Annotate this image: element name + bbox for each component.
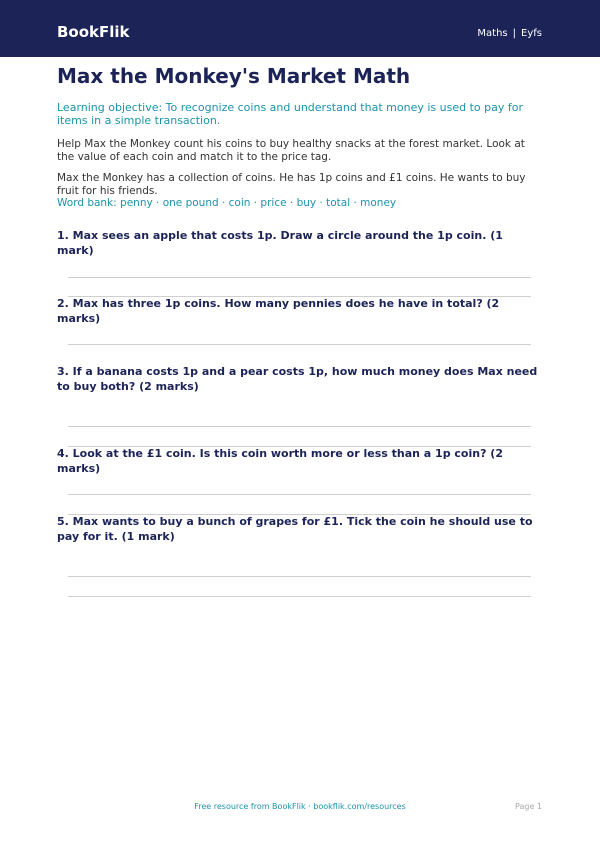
intro-paragraph: Help Max the Monkey count his coins to buy healthy snacks at the forest market. Look at the value of each coin and match it to the price tag. bbox=[57, 138, 525, 163]
header-bar bbox=[0, 0, 600, 57]
question-3: 3. If a banana costs 1p and a pear costs 1p, how much money does Max need to buy both? (2 marks) bbox=[57, 365, 538, 393]
question-1: 1. Max sees an apple that costs 1p. Draw a circle around the 1p coin. (1 mark) bbox=[57, 229, 503, 257]
context-paragraph: Max the Monkey has a collection of coins. He has 1p coins and £1 coins. He wants to buy fruit for his friends. bbox=[57, 172, 526, 197]
footer-link[interactable]: Free resource from BookFlik · bookflik.com/resources bbox=[194, 802, 406, 811]
answer-line[interactable] bbox=[68, 344, 531, 345]
question-2: 2. Max has three 1p coins. How many pennies does he have in total? (2 marks) bbox=[57, 297, 500, 325]
answer-line[interactable] bbox=[68, 596, 531, 597]
page-number: Page 1 bbox=[515, 802, 542, 811]
word-bank: Word bank: penny · one pound · coin · price · buy · total · money bbox=[57, 197, 397, 209]
brand-logo[interactable]: BookFlik bbox=[57, 23, 130, 41]
breadcrumb bbox=[477, 28, 542, 40]
breadcrumb-separator: | bbox=[512, 28, 517, 39]
answer-line[interactable] bbox=[68, 277, 531, 278]
question-4: 4. Look at the £1 coin. Is this coin worth more or less than a 1p coin? (2 marks) bbox=[57, 447, 503, 475]
answer-line[interactable] bbox=[68, 426, 531, 427]
answer-line[interactable] bbox=[68, 494, 531, 495]
page-title: Max the Monkey's Market Math bbox=[57, 64, 411, 88]
breadcrumb-subject[interactable]: Maths bbox=[477, 28, 508, 39]
learning-objective: Learning objective: To recognize coins and understand that money is used to pay for items in a simple transaction. bbox=[57, 101, 523, 127]
breadcrumb-level[interactable]: Eyfs bbox=[521, 28, 542, 39]
answer-line[interactable] bbox=[68, 576, 531, 577]
question-5: 5. Max wants to buy a bunch of grapes for £1. Tick the coin he should use to pay for it. (1 mark) bbox=[57, 515, 533, 543]
